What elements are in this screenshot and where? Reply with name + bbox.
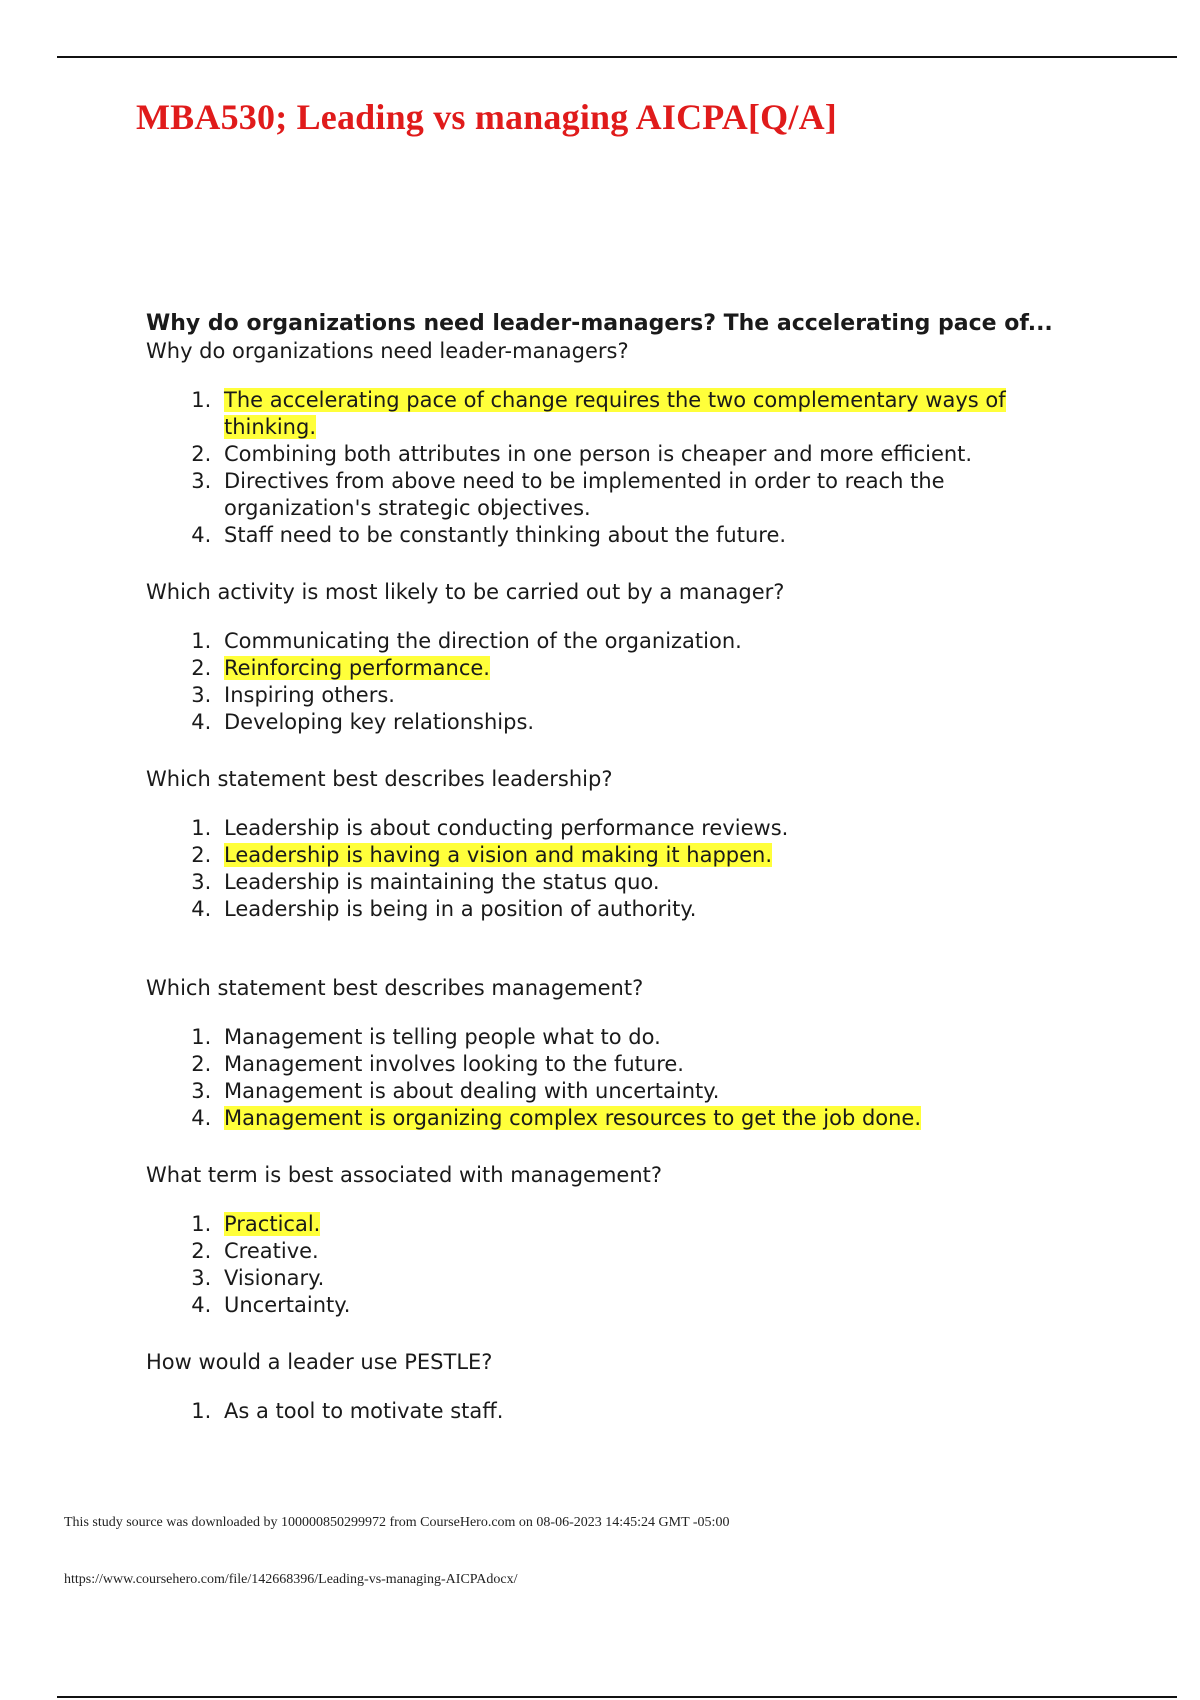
option-text: Leadership is maintaining the status quo. (224, 870, 660, 894)
option-item (218, 1024, 1086, 1051)
option-list (146, 387, 1086, 549)
option-text: Staff need to be constantly thinking about the future. (224, 523, 787, 547)
option-item (218, 709, 1086, 736)
top-rule (57, 56, 1177, 58)
option-item (218, 842, 1086, 869)
download-note: This study source was downloaded by 100000850299972 from CourseHero.com on 08-06-2023 14:45:24 GMT -05:00 (64, 1515, 730, 1530)
option-item (218, 1398, 1086, 1425)
option-text: Management involves looking to the future. (224, 1052, 684, 1076)
question-2 (146, 579, 1086, 736)
document-title: MBA530; Leading vs managing AICPA[Q/A] (136, 97, 837, 137)
option-item (218, 869, 1086, 896)
question-text: What term is best associated with management? (146, 1163, 663, 1187)
question-5 (146, 1162, 1086, 1319)
question-1 (146, 338, 1086, 549)
option-text: Directives from above need to be implemented in order to reach the organization's strategic objectives. (224, 469, 945, 520)
option-text: Creative. (224, 1239, 319, 1263)
option-item (218, 1238, 1086, 1265)
highlighted-answer: The accelerating pace of change requires the two complementary ways of thinking. (224, 388, 1006, 439)
option-list (146, 815, 1086, 923)
option-item (218, 1211, 1086, 1238)
question-6 (146, 1349, 1086, 1425)
option-text: Management is telling people what to do. (224, 1025, 661, 1049)
document-body (146, 310, 1086, 1425)
option-item (218, 628, 1086, 655)
source-url[interactable]: https://www.coursehero.com/file/142668396/Leading-vs-managing-AICPAdocx/ (64, 1572, 518, 1587)
option-list (146, 628, 1086, 736)
highlighted-answer: Leadership is having a vision and making it happen. (224, 843, 773, 867)
option-item (218, 655, 1086, 682)
option-list (146, 1024, 1086, 1132)
option-item (218, 468, 1086, 522)
option-text: Inspiring others. (224, 683, 395, 707)
intro-heading: Why do organizations need leader-managers? The accelerating pace of... (146, 311, 1053, 336)
option-text: Management is about dealing with uncertainty. (224, 1079, 720, 1103)
question-text: Which statement best describes leadership? (146, 767, 613, 791)
option-item (218, 1078, 1086, 1105)
option-list (146, 1398, 1086, 1425)
question-3 (146, 766, 1086, 923)
option-text: Communicating the direction of the organization. (224, 629, 742, 653)
option-item (218, 387, 1086, 441)
option-list (146, 1211, 1086, 1319)
highlighted-answer: Practical. (224, 1212, 321, 1236)
question-text: Which activity is most likely to be carried out by a manager? (146, 580, 785, 604)
option-text: Uncertainty. (224, 1293, 351, 1317)
highlighted-answer: Management is organizing complex resources to get the job done. (224, 1106, 922, 1130)
option-item (218, 682, 1086, 709)
option-text: Developing key relationships. (224, 710, 535, 734)
option-item (218, 441, 1086, 468)
option-text: Leadership is being in a position of authority. (224, 897, 697, 921)
question-text: Why do organizations need leader-managers? (146, 339, 629, 363)
highlighted-answer: Reinforcing performance. (224, 656, 490, 680)
option-text: As a tool to motivate staff. (224, 1399, 504, 1423)
option-item (218, 1292, 1086, 1319)
option-item (218, 1105, 1086, 1132)
option-text: Combining both attributes in one person is cheaper and more efficient. (224, 442, 973, 466)
bottom-rule (57, 1696, 1177, 1698)
option-text: Leadership is about conducting performance reviews. (224, 816, 789, 840)
option-item (218, 896, 1086, 923)
option-item (218, 815, 1086, 842)
question-text: Which statement best describes management? (146, 976, 644, 1000)
question-text: How would a leader use PESTLE? (146, 1350, 493, 1374)
option-item (218, 522, 1086, 549)
option-item (218, 1265, 1086, 1292)
option-item (218, 1051, 1086, 1078)
option-text: Visionary. (224, 1266, 325, 1290)
question-4 (146, 975, 1086, 1132)
